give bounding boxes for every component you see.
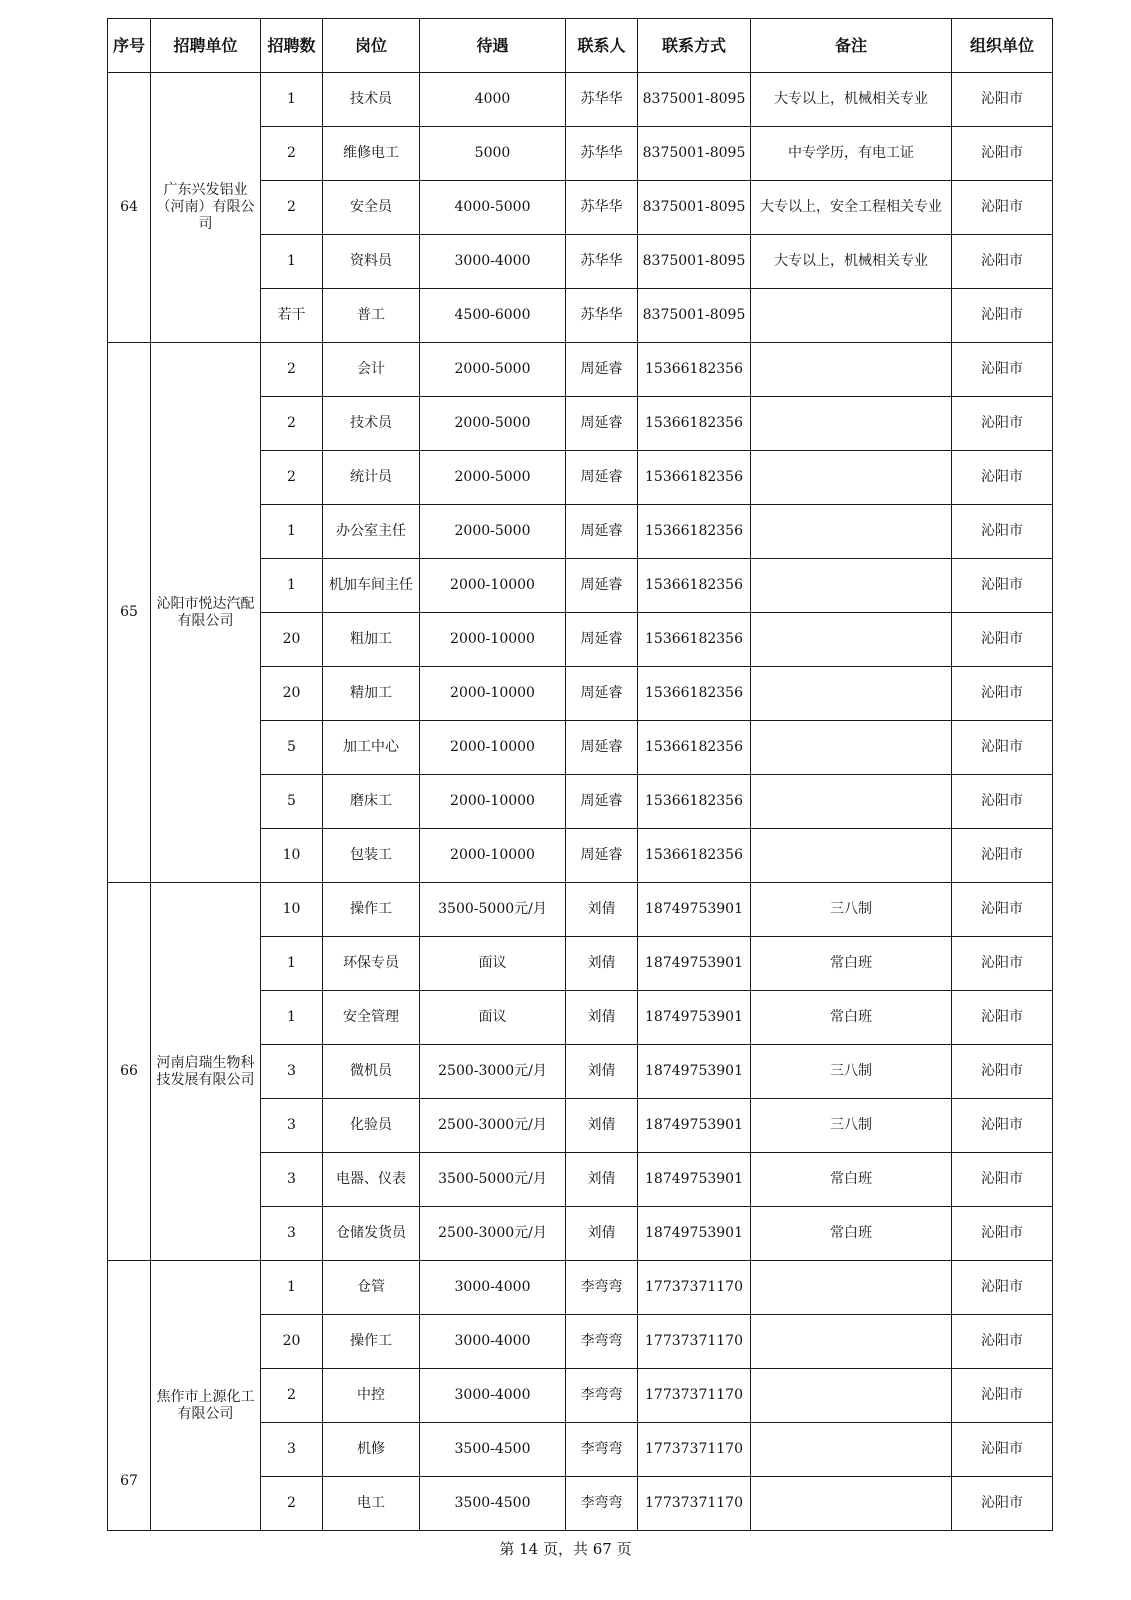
cell-salary: 3500-5000元/月	[420, 1153, 566, 1207]
cell-phone: 18749753901	[638, 937, 751, 991]
cell-contact: 周延睿	[566, 559, 638, 613]
cell-salary: 2000-10000	[420, 721, 566, 775]
cell-position: 操作工	[323, 883, 420, 937]
cell-contact: 周延睿	[566, 667, 638, 721]
cell-position: 化验员	[323, 1099, 420, 1153]
cell-seq: 66	[108, 883, 151, 1261]
cell-position: 仓管	[323, 1261, 420, 1315]
cell-note	[751, 1261, 952, 1315]
cell-salary: 2500-3000元/月	[420, 1207, 566, 1261]
cell-contact: 刘倩	[566, 991, 638, 1045]
cell-contact: 刘倩	[566, 937, 638, 991]
cell-contact: 李弯弯	[566, 1477, 638, 1531]
cell-position: 会计	[323, 343, 420, 397]
cell-contact: 刘倩	[566, 1099, 638, 1153]
cell-position: 维修电工	[323, 127, 420, 181]
cell-salary: 2500-3000元/月	[420, 1045, 566, 1099]
cell-contact: 苏华华	[566, 127, 638, 181]
cell-count: 2	[261, 1369, 323, 1423]
cell-phone: 8375001-8095	[638, 181, 751, 235]
cell-contact: 刘倩	[566, 883, 638, 937]
cell-position: 办公室主任	[323, 505, 420, 559]
header-position: 岗位	[323, 19, 420, 73]
cell-position: 电器、仪表	[323, 1153, 420, 1207]
cell-note: 常白班	[751, 991, 952, 1045]
cell-salary: 2000-10000	[420, 667, 566, 721]
cell-phone: 17737371170	[638, 1315, 751, 1369]
cell-phone: 8375001-8095	[638, 235, 751, 289]
cell-org: 沁阳市	[952, 829, 1053, 883]
cell-count: 1	[261, 73, 323, 127]
cell-phone: 18749753901	[638, 1153, 751, 1207]
table-row	[108, 73, 1053, 127]
cell-phone: 18749753901	[638, 1045, 751, 1099]
cell-position: 仓储发货员	[323, 1207, 420, 1261]
cell-position: 粗加工	[323, 613, 420, 667]
cell-org: 沁阳市	[952, 181, 1053, 235]
cell-count: 1	[261, 505, 323, 559]
cell-phone: 15366182356	[638, 505, 751, 559]
cell-org: 沁阳市	[952, 1153, 1053, 1207]
cell-phone: 8375001-8095	[638, 289, 751, 343]
cell-note: 三八制	[751, 883, 952, 937]
header-org: 组织单位	[952, 19, 1053, 73]
cell-phone: 17737371170	[638, 1423, 751, 1477]
cell-count: 2	[261, 397, 323, 451]
cell-phone: 15366182356	[638, 829, 751, 883]
cell-note	[751, 721, 952, 775]
table-row	[108, 343, 1053, 397]
cell-phone: 15366182356	[638, 613, 751, 667]
cell-contact: 刘倩	[566, 1207, 638, 1261]
cell-count: 2	[261, 1477, 323, 1531]
cell-count: 2	[261, 181, 323, 235]
cell-contact: 周延睿	[566, 397, 638, 451]
cell-count: 20	[261, 613, 323, 667]
cell-phone: 15366182356	[638, 559, 751, 613]
cell-salary: 3000-4000	[420, 235, 566, 289]
cell-count: 3	[261, 1045, 323, 1099]
cell-count: 20	[261, 667, 323, 721]
cell-count: 3	[261, 1207, 323, 1261]
cell-salary: 3500-5000元/月	[420, 883, 566, 937]
cell-contact: 周延睿	[566, 451, 638, 505]
cell-contact: 周延睿	[566, 775, 638, 829]
cell-note	[751, 1423, 952, 1477]
cell-contact: 刘倩	[566, 1153, 638, 1207]
cell-org: 沁阳市	[952, 397, 1053, 451]
recruitment-table	[107, 18, 1053, 1531]
cell-salary: 4000	[420, 73, 566, 127]
cell-contact: 苏华华	[566, 73, 638, 127]
cell-salary: 3500-4500	[420, 1423, 566, 1477]
cell-note	[751, 505, 952, 559]
cell-org: 沁阳市	[952, 559, 1053, 613]
cell-contact: 李弯弯	[566, 1423, 638, 1477]
cell-seq: 64	[108, 73, 151, 343]
cell-note: 三八制	[751, 1045, 952, 1099]
cell-org: 沁阳市	[952, 235, 1053, 289]
cell-count: 20	[261, 1315, 323, 1369]
cell-contact: 周延睿	[566, 829, 638, 883]
cell-phone: 18749753901	[638, 1207, 751, 1261]
cell-org: 沁阳市	[952, 667, 1053, 721]
cell-contact: 苏华华	[566, 235, 638, 289]
cell-org: 沁阳市	[952, 505, 1053, 559]
cell-contact: 周延睿	[566, 343, 638, 397]
cell-note: 大专以上，机械相关专业	[751, 73, 952, 127]
header-row	[108, 19, 1053, 73]
cell-salary: 2000-10000	[420, 829, 566, 883]
cell-org: 沁阳市	[952, 1423, 1053, 1477]
cell-position: 技术员	[323, 73, 420, 127]
cell-note	[751, 397, 952, 451]
cell-org: 沁阳市	[952, 721, 1053, 775]
cell-note	[751, 613, 952, 667]
cell-phone: 17737371170	[638, 1261, 751, 1315]
cell-phone: 18749753901	[638, 1099, 751, 1153]
cell-position: 中控	[323, 1369, 420, 1423]
cell-contact: 李弯弯	[566, 1315, 638, 1369]
cell-salary: 2000-10000	[420, 559, 566, 613]
cell-note	[751, 667, 952, 721]
cell-note	[751, 1477, 952, 1531]
cell-salary: 5000	[420, 127, 566, 181]
cell-note: 常白班	[751, 937, 952, 991]
cell-contact: 周延睿	[566, 721, 638, 775]
cell-org: 沁阳市	[952, 451, 1053, 505]
cell-contact: 周延睿	[566, 505, 638, 559]
cell-salary: 3000-4000	[420, 1369, 566, 1423]
cell-position: 环保专员	[323, 937, 420, 991]
cell-position: 精加工	[323, 667, 420, 721]
cell-phone: 15366182356	[638, 775, 751, 829]
cell-org: 沁阳市	[952, 1099, 1053, 1153]
cell-count: 3	[261, 1423, 323, 1477]
cell-note: 中专学历，有电工证	[751, 127, 952, 181]
cell-salary: 4000-5000	[420, 181, 566, 235]
cell-count: 2	[261, 127, 323, 181]
cell-seq: 67	[108, 1261, 151, 1531]
cell-salary: 3000-4000	[420, 1261, 566, 1315]
cell-org: 沁阳市	[952, 127, 1053, 181]
cell-salary: 面议	[420, 937, 566, 991]
cell-note	[751, 343, 952, 397]
cell-org: 沁阳市	[952, 1045, 1053, 1099]
cell-position: 统计员	[323, 451, 420, 505]
cell-salary: 2500-3000元/月	[420, 1099, 566, 1153]
cell-note: 三八制	[751, 1099, 952, 1153]
cell-contact: 周延睿	[566, 613, 638, 667]
cell-company: 广东兴发铝业（河南）有限公司	[151, 73, 261, 343]
cell-position: 微机员	[323, 1045, 420, 1099]
cell-count: 1	[261, 559, 323, 613]
cell-count: 1	[261, 937, 323, 991]
cell-salary: 2000-5000	[420, 343, 566, 397]
cell-count: 5	[261, 721, 323, 775]
cell-count: 若干	[261, 289, 323, 343]
cell-count: 2	[261, 451, 323, 505]
cell-org: 沁阳市	[952, 883, 1053, 937]
cell-phone: 15366182356	[638, 667, 751, 721]
cell-seq: 65	[108, 343, 151, 883]
table-row	[108, 1261, 1053, 1315]
cell-company: 焦作市上源化工有限公司	[151, 1261, 261, 1531]
cell-contact: 苏华华	[566, 181, 638, 235]
cell-org: 沁阳市	[952, 775, 1053, 829]
cell-count: 3	[261, 1153, 323, 1207]
cell-count: 1	[261, 235, 323, 289]
cell-position: 安全管理	[323, 991, 420, 1045]
cell-salary: 3000-4000	[420, 1315, 566, 1369]
cell-phone: 15366182356	[638, 343, 751, 397]
cell-salary: 2000-5000	[420, 505, 566, 559]
cell-phone: 8375001-8095	[638, 73, 751, 127]
cell-note	[751, 775, 952, 829]
cell-note	[751, 1369, 952, 1423]
cell-salary: 面议	[420, 991, 566, 1045]
cell-note	[751, 559, 952, 613]
cell-position: 技术员	[323, 397, 420, 451]
cell-contact: 刘倩	[566, 1045, 638, 1099]
cell-position: 操作工	[323, 1315, 420, 1369]
cell-org: 沁阳市	[952, 991, 1053, 1045]
cell-company: 河南启瑞生物科技发展有限公司	[151, 883, 261, 1261]
cell-position: 安全员	[323, 181, 420, 235]
table-body	[108, 73, 1053, 1531]
cell-note: 大专以上，安全工程相关专业	[751, 181, 952, 235]
cell-salary: 3500-4500	[420, 1477, 566, 1531]
cell-org: 沁阳市	[952, 343, 1053, 397]
cell-phone: 8375001-8095	[638, 127, 751, 181]
cell-count: 2	[261, 343, 323, 397]
cell-position: 磨床工	[323, 775, 420, 829]
header-phone: 联系方式	[638, 19, 751, 73]
cell-phone: 15366182356	[638, 721, 751, 775]
cell-count: 5	[261, 775, 323, 829]
cell-position: 包装工	[323, 829, 420, 883]
header-salary: 待遇	[420, 19, 566, 73]
cell-phone: 17737371170	[638, 1477, 751, 1531]
header-company: 招聘单位	[151, 19, 261, 73]
cell-org: 沁阳市	[952, 613, 1053, 667]
cell-note	[751, 1315, 952, 1369]
cell-org: 沁阳市	[952, 1477, 1053, 1531]
cell-note: 常白班	[751, 1153, 952, 1207]
cell-phone: 15366182356	[638, 397, 751, 451]
cell-note	[751, 829, 952, 883]
cell-phone: 18749753901	[638, 883, 751, 937]
cell-salary: 2000-5000	[420, 451, 566, 505]
cell-position: 加工中心	[323, 721, 420, 775]
cell-note	[751, 289, 952, 343]
cell-contact: 李弯弯	[566, 1261, 638, 1315]
cell-phone: 18749753901	[638, 991, 751, 1045]
cell-org: 沁阳市	[952, 1207, 1053, 1261]
cell-count: 3	[261, 1099, 323, 1153]
cell-count: 10	[261, 883, 323, 937]
cell-position: 普工	[323, 289, 420, 343]
cell-position: 机修	[323, 1423, 420, 1477]
cell-position: 资料员	[323, 235, 420, 289]
cell-org: 沁阳市	[952, 1315, 1053, 1369]
cell-org: 沁阳市	[952, 937, 1053, 991]
cell-org: 沁阳市	[952, 73, 1053, 127]
cell-company: 沁阳市悦达汽配有限公司	[151, 343, 261, 883]
header-seq: 序号	[108, 19, 151, 73]
cell-count: 1	[261, 991, 323, 1045]
cell-org: 沁阳市	[952, 289, 1053, 343]
cell-contact: 苏华华	[566, 289, 638, 343]
cell-salary: 2000-10000	[420, 775, 566, 829]
cell-position: 电工	[323, 1477, 420, 1531]
cell-count: 1	[261, 1261, 323, 1315]
cell-org: 沁阳市	[952, 1261, 1053, 1315]
cell-count: 10	[261, 829, 323, 883]
cell-note	[751, 451, 952, 505]
cell-note: 常白班	[751, 1207, 952, 1261]
cell-phone: 15366182356	[638, 451, 751, 505]
cell-salary: 4500-6000	[420, 289, 566, 343]
cell-position: 机加车间主任	[323, 559, 420, 613]
cell-contact: 李弯弯	[566, 1369, 638, 1423]
cell-salary: 2000-5000	[420, 397, 566, 451]
cell-org: 沁阳市	[952, 1369, 1053, 1423]
header-note: 备注	[751, 19, 952, 73]
table-row	[108, 883, 1053, 937]
cell-salary: 2000-10000	[420, 613, 566, 667]
page-footer: 第 14 页，共 67 页	[499, 1540, 632, 1558]
cell-phone: 17737371170	[638, 1369, 751, 1423]
header-contact: 联系人	[566, 19, 638, 73]
cell-note: 大专以上，机械相关专业	[751, 235, 952, 289]
header-count: 招聘数	[261, 19, 323, 73]
